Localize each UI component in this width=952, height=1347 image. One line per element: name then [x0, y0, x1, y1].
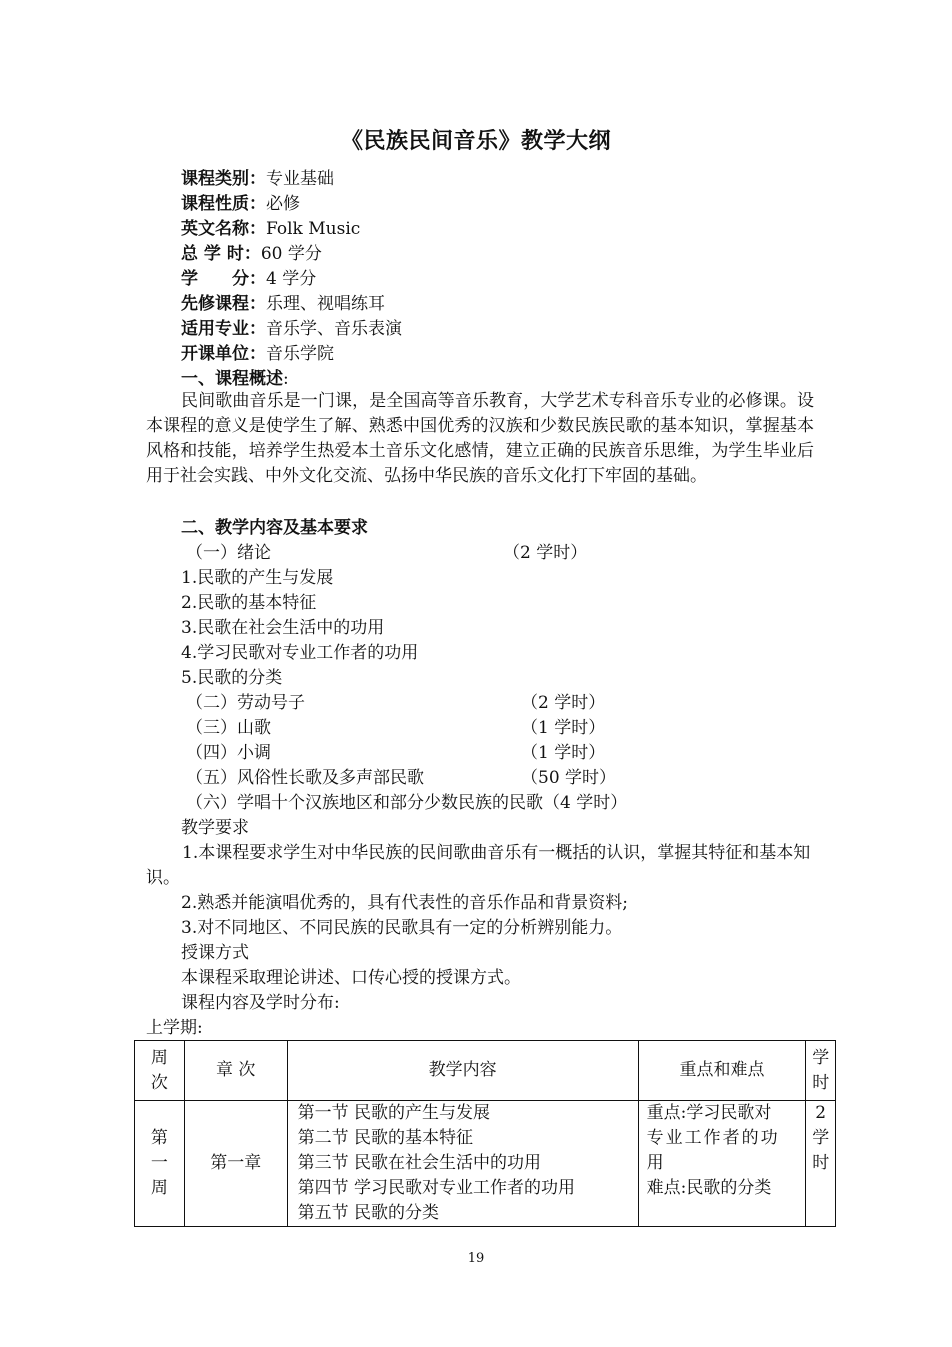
header-chapter: 章 次: [184, 1041, 287, 1101]
info-value: 必修: [266, 194, 300, 214]
info-label: 学 分：: [181, 269, 266, 289]
teaching-method: 本课程采取理论讲述、口传心授的授课方式。: [181, 968, 521, 988]
section2-heading: 二、教学内容及基本要求: [181, 518, 368, 538]
info-label: 先修课程：: [181, 294, 266, 314]
page-number: 19: [467, 1251, 485, 1266]
unit-1-hours: （2 学时）: [503, 543, 588, 563]
header-key-points: 重点和难点: [638, 1041, 806, 1101]
info-english-name: [181, 217, 360, 242]
content-line: 第一节 民歌的产生与发展: [297, 1103, 490, 1123]
content-line: 第二节 民歌的基本特征: [297, 1128, 473, 1148]
info-value: 音乐学、音乐表演: [266, 319, 402, 339]
info-label: 总 学 时：: [181, 244, 261, 264]
unit-title: （二）劳动号子: [186, 693, 305, 713]
unit-1-item: 2.民歌的基本特征: [181, 593, 317, 613]
content-line: 第三节 民歌在社会生活中的功用: [297, 1153, 541, 1173]
unit-hours: （1 学时）: [521, 718, 606, 738]
requirements-heading: 教学要求: [181, 818, 249, 838]
info-value: 4 学分: [266, 269, 317, 289]
unit-title: （五）风俗性长歌及多声部民歌: [186, 768, 424, 788]
cell-hours: 2学时: [806, 1101, 836, 1227]
info-majors: [181, 317, 402, 342]
info-value: Folk Music: [266, 219, 361, 239]
info-value: 60 学分: [260, 244, 322, 264]
info-label: 课程类别：: [181, 169, 266, 189]
unit-1-item: 1.民歌的产生与发展: [181, 568, 334, 588]
info-course-nature: [181, 192, 300, 217]
unit-hours: （2 学时）: [521, 693, 606, 713]
cell-key-points: [638, 1101, 806, 1227]
info-label: 英文名称：: [181, 219, 266, 239]
info-credits: [181, 267, 316, 292]
distribution-heading: 课程内容及学时分布:: [181, 993, 340, 1013]
requirement-2: 2.熟悉并能演唱优秀的，具有代表性的音乐作品和背景资料;: [181, 893, 628, 913]
unit-1-item: 5.民歌的分类: [181, 668, 283, 688]
term-label: 上学期:: [146, 1018, 203, 1038]
cell-content: [287, 1101, 638, 1227]
unit-1-title: （一）绪论: [186, 543, 271, 563]
info-label: 适用专业：: [181, 319, 266, 339]
section1-heading: 一、课程概述: [181, 369, 283, 389]
unit-6-title: （六）学唱十个汉族地区和部分少数民族的民歌（4 学时）: [186, 793, 628, 813]
key-line: 用: [646, 1153, 664, 1173]
document-title: 《民族民间音乐》教学大纲: [340, 129, 611, 154]
cell-week: 第一周: [135, 1101, 185, 1227]
requirement-1: 1.本课程要求学生对中华民族的民间歌曲音乐有一概括的认识，掌握其特征和基本知识。: [146, 843, 811, 888]
info-value: 专业基础: [266, 169, 334, 189]
header-content: 教学内容: [287, 1041, 638, 1101]
cell-chapter: 第一章: [184, 1101, 287, 1227]
requirement-3: 3.对不同地区、不同民族的民歌具有一定的分析辨别能力。: [181, 918, 623, 938]
info-total-hours: [181, 242, 322, 267]
header-week: 周次: [135, 1041, 185, 1101]
info-value: 乐理、视唱练耳: [266, 294, 385, 314]
teaching-method-heading: 授课方式: [181, 943, 249, 963]
header-hours: 学时: [806, 1041, 836, 1101]
info-course-category: [181, 167, 334, 192]
unit-title: （四）小调: [186, 743, 271, 763]
key-line: 重点:学习民歌对: [646, 1103, 772, 1123]
unit-1-item: 3.民歌在社会生活中的功用: [181, 618, 385, 638]
content-line: 第四节 学习民歌对专业工作者的功用: [297, 1178, 575, 1198]
info-prerequisites: [181, 292, 385, 317]
key-line: 难点:民歌的分类: [646, 1178, 772, 1198]
content-line: 第五节 民歌的分类: [297, 1203, 439, 1223]
table-row: [135, 1101, 836, 1227]
info-label: 开课单位：: [181, 344, 266, 364]
key-line: 专业工作者的功: [646, 1128, 780, 1148]
unit-1-item: 4.学习民歌对专业工作者的功用: [181, 643, 419, 663]
course-overview-paragraph: 民间歌曲音乐是一门课，是全国高等音乐教育，大学艺术专科音乐专业的必修课。设本课程的意义是使学生了解、熟悉中国优秀的汉族和少数民族民歌的基本知识，掌握基本风格和技能，培养学生热爱本土音乐文化感情，建立正确的民族音乐思维，为学生毕业后用于社会实践、中外文化交流、弘扬中华民族的音乐文化打下牢固的基础。: [146, 391, 814, 486]
info-label: 课程性质：: [181, 194, 266, 214]
unit-title: （三）山歌: [186, 718, 271, 738]
unit-hours: （50 学时）: [521, 768, 617, 788]
table-header-row: [135, 1041, 836, 1101]
unit-hours: （1 学时）: [521, 743, 606, 763]
section1-colon: :: [283, 369, 289, 389]
info-value: 音乐学院: [266, 344, 334, 364]
schedule-table: [134, 1040, 836, 1227]
info-department: [181, 342, 334, 367]
